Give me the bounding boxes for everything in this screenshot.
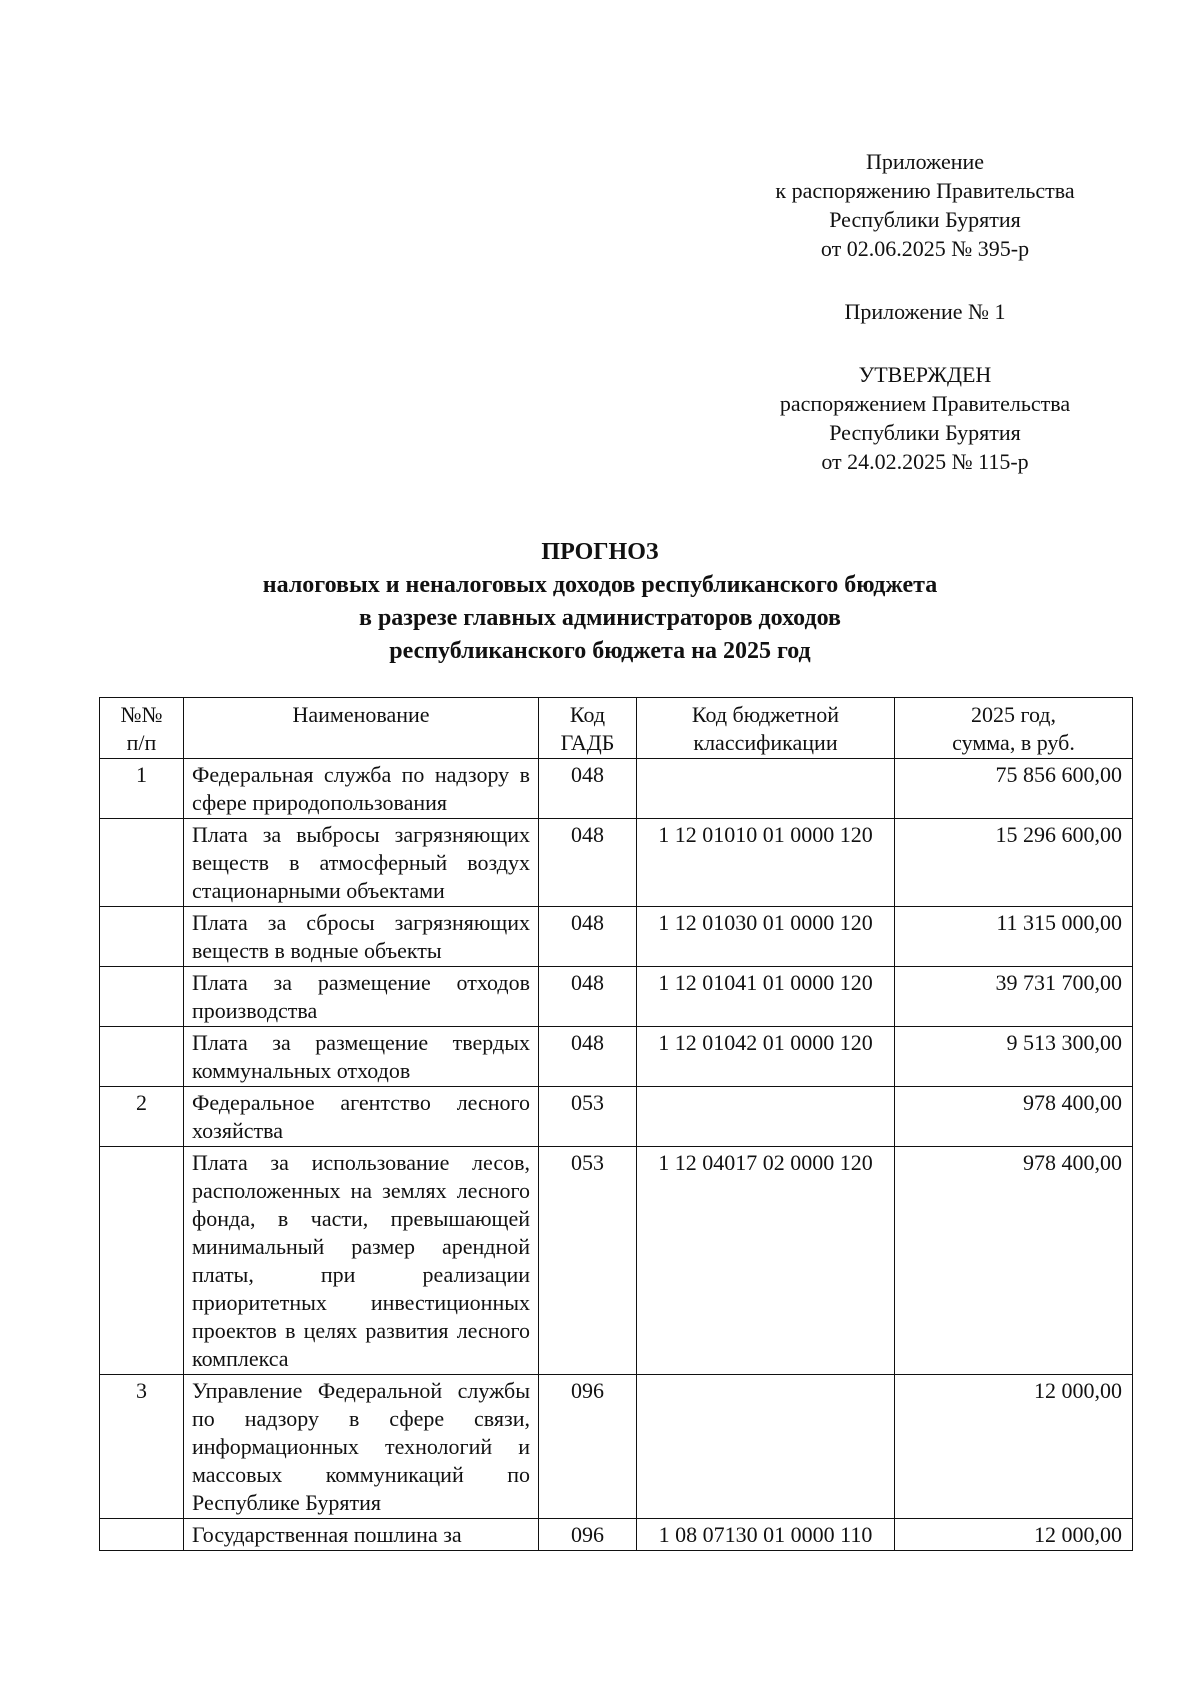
- row-budget-code: [637, 759, 895, 819]
- row-gadb-code: 048: [539, 1027, 637, 1087]
- table-row: [100, 1087, 1133, 1147]
- table-row: [100, 1147, 1133, 1375]
- row-gadb-code: 048: [539, 967, 637, 1027]
- row-gadb-code: 048: [539, 759, 637, 819]
- row-name: Плата за сбросы загрязняющих веществ в водные объекты: [184, 907, 539, 967]
- title-line: ПРОГНОЗ: [541, 539, 659, 565]
- table-row: [100, 1519, 1133, 1551]
- approval-stamp: [690, 360, 1160, 476]
- row-amount: 11 315 000,00: [895, 907, 1133, 967]
- row-amount: 39 731 700,00: [895, 967, 1133, 1027]
- header-amount: [895, 698, 1133, 759]
- header-gadb-code: [539, 698, 637, 759]
- row-name: Плата за использование лесов, расположенных на землях лесного фонда, в части, превышающей минимальный размер арендной платы, при реализации приоритетных инвестиционных проектов в целях развития лесного комплекса: [184, 1147, 539, 1375]
- appendix-header: [690, 147, 1160, 263]
- table-row: [100, 819, 1133, 907]
- row-gadb-code: 048: [539, 907, 637, 967]
- approval-line: Республики Бурятия: [829, 420, 1021, 445]
- table-header-row: [100, 698, 1133, 759]
- row-amount: 12 000,00: [895, 1519, 1133, 1551]
- appendix-line: Приложение: [865, 149, 985, 174]
- row-number: 1: [100, 759, 184, 819]
- row-number: [100, 907, 184, 967]
- appendix-number-text: Приложение № 1: [844, 299, 1006, 324]
- row-budget-code: 1 12 01042 01 0000 120: [637, 1027, 895, 1087]
- row-number: [100, 1519, 184, 1551]
- row-budget-code: 1 08 07130 01 0000 110: [637, 1519, 895, 1551]
- title-line: республиканского бюджета на 2025 год: [389, 638, 811, 664]
- row-gadb-code: 053: [539, 1147, 637, 1375]
- row-name: Управление Федеральной службы по надзору в сфере связи, информационных технологий и массовых коммуникаций по Республике Бурятия: [184, 1375, 539, 1519]
- header-amount-line: 2025 год,: [970, 702, 1057, 727]
- row-gadb-code: 053: [539, 1087, 637, 1147]
- header-number: [100, 698, 184, 759]
- row-name: Плата за размещение отходов производства: [184, 967, 539, 1027]
- row-gadb-code: 096: [539, 1519, 637, 1551]
- header-budget-code-line: Код бюджетной: [691, 702, 840, 727]
- approval-line: УТВЕРЖДЕН: [858, 362, 992, 387]
- row-gadb-code: 096: [539, 1375, 637, 1519]
- approval-line: от 24.02.2025 № 115-р: [821, 449, 1029, 474]
- row-gadb-code: 048: [539, 819, 637, 907]
- row-name: Федеральная служба по надзору в сфере природопользования: [184, 759, 539, 819]
- row-amount: 12 000,00: [895, 1375, 1133, 1519]
- header-gadb-line: ГАДБ: [560, 730, 615, 755]
- header-number-line: п/п: [126, 730, 157, 755]
- title-line: в разрезе главных администраторов доходов: [359, 605, 841, 631]
- header-budget-code: [637, 698, 895, 759]
- row-name: Государственная пошлина за: [184, 1519, 539, 1551]
- document-title: [0, 536, 1200, 668]
- appendix-line: к распоряжению Правительства: [775, 178, 1075, 203]
- row-budget-code: [637, 1375, 895, 1519]
- row-number: 3: [100, 1375, 184, 1519]
- row-budget-code: 1 12 01041 01 0000 120: [637, 967, 895, 1027]
- table-row: [100, 967, 1133, 1027]
- table-row: [100, 907, 1133, 967]
- row-number: [100, 1147, 184, 1375]
- row-name: Федеральное агентство лесного хозяйства: [184, 1087, 539, 1147]
- row-number: [100, 967, 184, 1027]
- header-name-line: Наименование: [292, 702, 430, 727]
- table-row: [100, 1375, 1133, 1519]
- row-amount: 15 296 600,00: [895, 819, 1133, 907]
- row-amount: 9 513 300,00: [895, 1027, 1133, 1087]
- header-amount-line: сумма, в руб.: [952, 730, 1075, 755]
- header-name: [184, 698, 539, 759]
- header-number-line: №№: [120, 702, 163, 727]
- row-amount: 978 400,00: [895, 1087, 1133, 1147]
- row-amount: 978 400,00: [895, 1147, 1133, 1375]
- header-gadb-line: Код: [569, 702, 606, 727]
- title-line: налоговых и неналоговых доходов республиканского бюджета: [262, 572, 938, 598]
- revenue-forecast-table: [99, 697, 1133, 1551]
- row-number: 2: [100, 1087, 184, 1147]
- row-name: Плата за выбросы загрязняющих веществ в атмосферный воздух стационарными объектами: [184, 819, 539, 907]
- row-name: Плата за размещение твердых коммунальных отходов: [184, 1027, 539, 1087]
- row-budget-code: 1 12 01010 01 0000 120: [637, 819, 895, 907]
- table-row: [100, 1027, 1133, 1087]
- row-amount: 75 856 600,00: [895, 759, 1133, 819]
- row-budget-code: [637, 1087, 895, 1147]
- row-budget-code: 1 12 01030 01 0000 120: [637, 907, 895, 967]
- table-row: [100, 759, 1133, 819]
- row-budget-code: 1 12 04017 02 0000 120: [637, 1147, 895, 1375]
- appendix-line: от 02.06.2025 № 395-р: [820, 236, 1030, 261]
- appendix-number: [690, 297, 1160, 326]
- appendix-line: Республики Бурятия: [829, 207, 1021, 232]
- row-number: [100, 1027, 184, 1087]
- row-number: [100, 819, 184, 907]
- approval-line: распоряжением Правительства: [779, 391, 1071, 416]
- header-budget-code-line: классификации: [693, 730, 838, 755]
